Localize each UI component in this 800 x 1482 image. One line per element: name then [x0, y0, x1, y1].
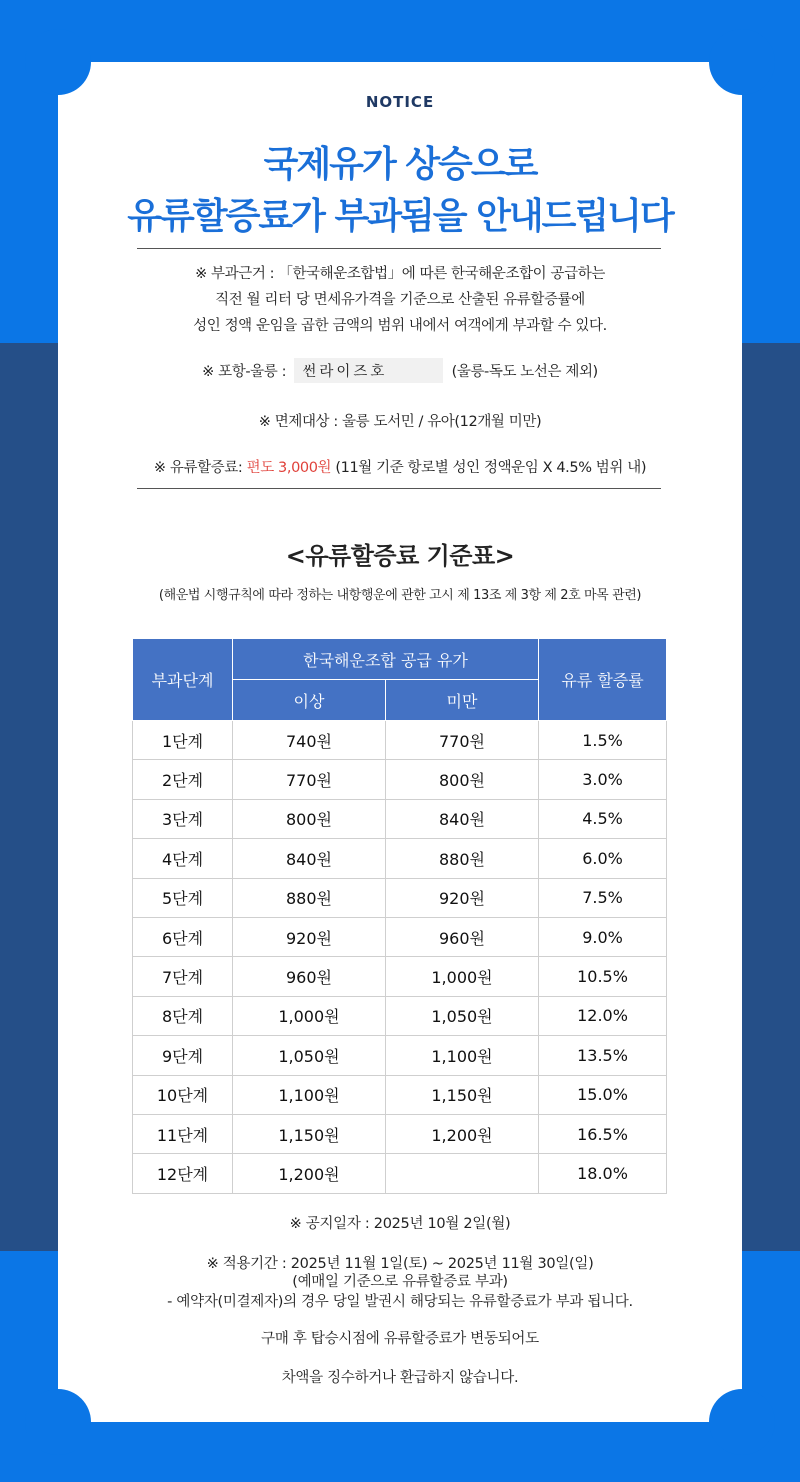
stage-cell: 3단계: [133, 799, 233, 838]
min-cell: 960원: [233, 957, 386, 996]
reservation-note: - 예약자(미결제자)의 경우 당일 발권시 해당되는 유류할증료가 부과 됩니다.: [167, 1294, 633, 1310]
stage-cell: 8단계: [133, 996, 233, 1035]
stage-cell: 7단계: [133, 957, 233, 996]
max-cell: 800원: [386, 760, 539, 799]
min-cell: 1,200원: [233, 1154, 386, 1193]
table-row: [133, 799, 667, 838]
max-cell: 1,100원: [386, 1036, 539, 1075]
rate-cell: 7.5%: [539, 878, 667, 917]
max-cell: 1,000원: [386, 957, 539, 996]
stage-cell: 9단계: [133, 1036, 233, 1075]
rate-cell: 6.0%: [539, 839, 667, 878]
stage-cell: 10단계: [133, 1075, 233, 1114]
stage-cell: 6단계: [133, 917, 233, 956]
max-cell: 1,200원: [386, 1114, 539, 1153]
table-row: [133, 917, 667, 956]
headline-line-1: 국제유가 상승으로: [263, 144, 537, 185]
min-cell: 1,150원: [233, 1114, 386, 1153]
rate-cell: 9.0%: [539, 917, 667, 956]
basis-line-3: 성인 정액 운임을 곱한 금액의 범위 내에서 여객에게 부과할 수 있다.: [193, 318, 607, 334]
ticket-notch: [709, 29, 775, 95]
route-suffix: (울릉-독도 노선은 제외): [451, 364, 598, 380]
route-info: [0, 358, 800, 383]
notice-date: ※ 공지일자 : 2025년 10월 2일(월): [289, 1216, 511, 1232]
max-cell: [386, 1154, 539, 1193]
closing-line-1: 구매 후 탑승시점에 유류할증료가 변동되어도: [261, 1331, 539, 1347]
exemption-info: ※ 면제대상 : 울릉 도서민 / 유아(12개월 미만): [258, 414, 542, 430]
ticket-notch: [25, 29, 91, 95]
surcharge-info: [0, 456, 800, 477]
rate-cell: 1.5%: [539, 721, 667, 760]
notice-label: NOTICE: [365, 93, 435, 111]
min-cell: 1,000원: [233, 996, 386, 1035]
min-cell: 800원: [233, 799, 386, 838]
max-cell: 770원: [386, 721, 539, 760]
table-subtitle: (해운법 시행규칙에 따라 정하는 내항행운에 관한 고시 제 13조 제 3항 제 2호 마목 관련): [158, 588, 642, 603]
stage-cell: 4단계: [133, 839, 233, 878]
header-max: 미만: [386, 680, 539, 721]
ship-name: 썬라이즈호: [294, 358, 443, 383]
ticket-notch: [709, 1389, 775, 1455]
rate-cell: 3.0%: [539, 760, 667, 799]
table-row: [133, 1114, 667, 1153]
divider: [137, 248, 661, 249]
headline-line-2: 유류할증료가 부과됨을 안내드립니다: [127, 196, 673, 237]
rate-cell: 12.0%: [539, 996, 667, 1035]
min-cell: 1,100원: [233, 1075, 386, 1114]
header-stage: 부과단계: [133, 639, 233, 721]
max-cell: 920원: [386, 878, 539, 917]
table-row: [133, 721, 667, 760]
table-title: <유류할증료 기준표>: [285, 542, 515, 570]
stage-cell: 11단계: [133, 1114, 233, 1153]
surcharge-suffix: (11월 기준 항로별 성인 정액운임 X 4.5% 범위 내): [331, 460, 647, 476]
basis-line-1: ※ 부과근거 : 「한국해운조합법」에 따른 한국해운조합이 공급하는: [195, 266, 605, 282]
closing-line-2: 차액을 징수하거나 환급하지 않습니다.: [281, 1370, 519, 1386]
basis-line-2: 직전 월 리터 당 면세유가격을 기준으로 산출된 유류할증률에: [215, 292, 585, 308]
min-cell: 920원: [233, 917, 386, 956]
max-cell: 1,150원: [386, 1075, 539, 1114]
stage-cell: 12단계: [133, 1154, 233, 1193]
table-row: [133, 760, 667, 799]
table-row: [133, 839, 667, 878]
rate-cell: 10.5%: [539, 957, 667, 996]
table-row: [133, 1075, 667, 1114]
table-row: [133, 957, 667, 996]
header-supply-price: 한국해운조합 공급 유가: [233, 639, 539, 680]
table-row: [133, 996, 667, 1035]
table-row: [133, 1154, 667, 1193]
rate-cell: 13.5%: [539, 1036, 667, 1075]
rate-cell: 4.5%: [539, 799, 667, 838]
apply-period: ※ 적용기간 : 2025년 11월 1일(토) ~ 2025년 11월 30일(일): [206, 1256, 594, 1272]
max-cell: 1,050원: [386, 996, 539, 1035]
rate-cell: 18.0%: [539, 1154, 667, 1193]
min-cell: 1,050원: [233, 1036, 386, 1075]
ticket-notch: [25, 1389, 91, 1455]
stage-cell: 1단계: [133, 721, 233, 760]
header-min: 이상: [233, 680, 386, 721]
surcharge-rate-table: [132, 638, 667, 1194]
table-row: [133, 1036, 667, 1075]
min-cell: 770원: [233, 760, 386, 799]
min-cell: 880원: [233, 878, 386, 917]
min-cell: 840원: [233, 839, 386, 878]
max-cell: 960원: [386, 917, 539, 956]
max-cell: 840원: [386, 799, 539, 838]
min-cell: 740원: [233, 721, 386, 760]
table-row: [133, 878, 667, 917]
rate-cell: 15.0%: [539, 1075, 667, 1114]
rate-cell: 16.5%: [539, 1114, 667, 1153]
apply-period-note: (예매일 기준으로 유류할증료 부과): [292, 1274, 508, 1290]
divider: [137, 488, 661, 489]
surcharge-prefix: ※ 유류할증료:: [153, 460, 247, 476]
max-cell: 880원: [386, 839, 539, 878]
route-prefix: ※ 포항-울릉 :: [202, 364, 287, 380]
stage-cell: 5단계: [133, 878, 233, 917]
surcharge-amount: 편도 3,000원: [246, 460, 332, 476]
stage-cell: 2단계: [133, 760, 233, 799]
header-rate: 유류 할증률: [539, 639, 667, 721]
